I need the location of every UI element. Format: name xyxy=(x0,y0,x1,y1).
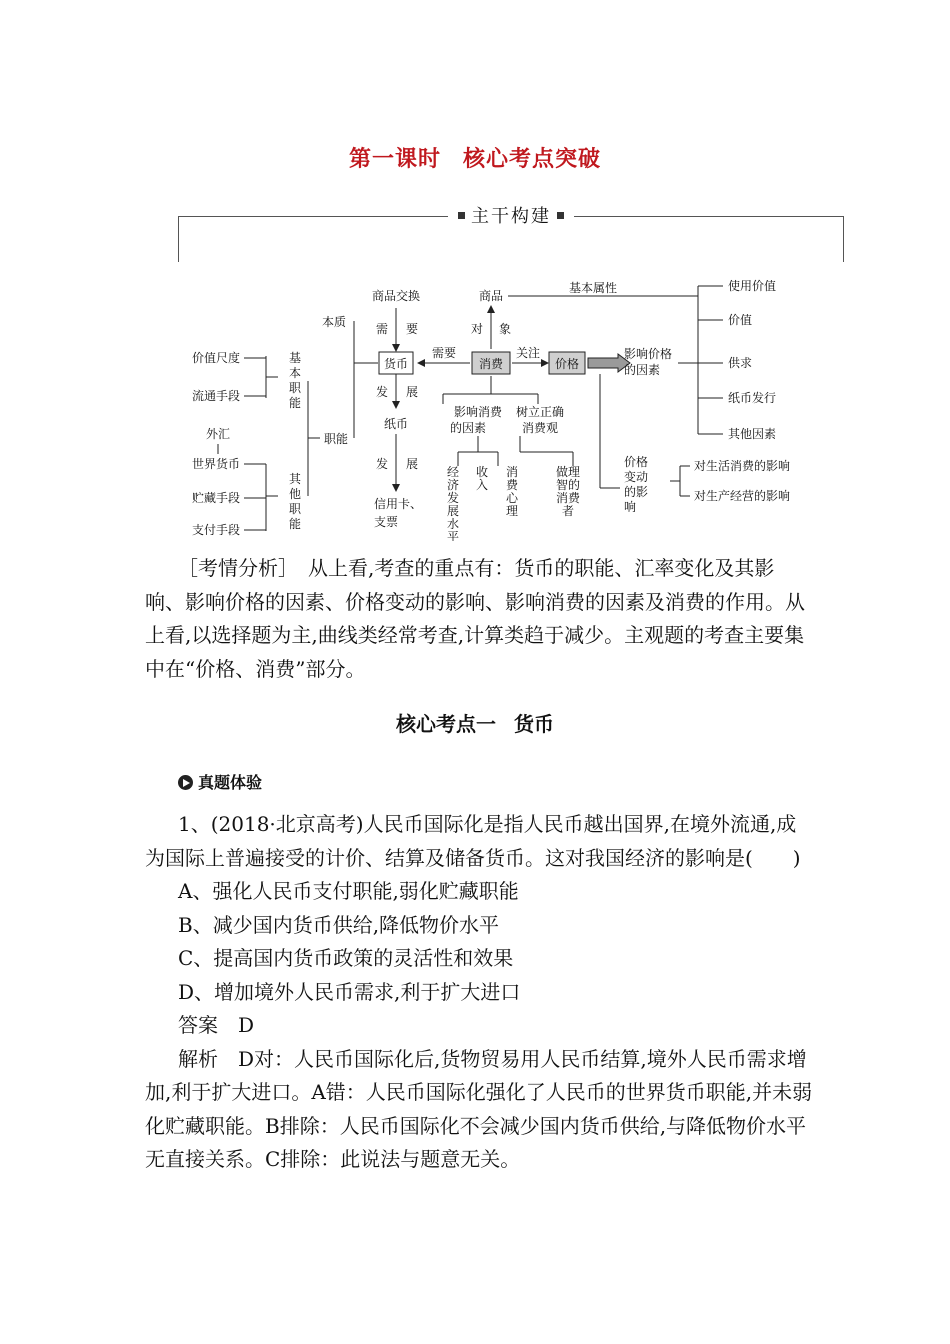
label-jibenshuxing: 基本属性 xyxy=(568,281,618,295)
diagram-label: 消 xyxy=(505,465,519,479)
label-xuyao: 需要 xyxy=(431,346,457,360)
diagram-label: 变动 xyxy=(623,470,649,484)
label-xiang: 象 xyxy=(499,322,512,336)
label-zhineng: 职能 xyxy=(323,432,349,446)
diagram-label: 基 xyxy=(288,351,302,365)
diagram-label: 收 xyxy=(475,465,489,479)
diagram-label: 费 xyxy=(505,478,519,492)
node-zhifushouduan: 支付手段 xyxy=(191,523,241,537)
subheading xyxy=(178,770,262,793)
structure-frame xyxy=(178,206,844,262)
option-a: A、强化人民币支付职能,弱化贮藏职能 xyxy=(178,879,519,903)
diagram-label: 发 xyxy=(446,491,460,505)
label-guanzhu: 关注 xyxy=(515,346,541,360)
label-fa: 发 xyxy=(375,385,388,399)
diagram-label: 理 xyxy=(505,504,519,518)
diagram-label: 者 xyxy=(561,504,575,518)
diagram-label: 价格 xyxy=(623,455,649,469)
diagram-label: 能 xyxy=(288,517,302,531)
frame-label: 主干构建 xyxy=(448,202,574,228)
diagram-label: 的因素 xyxy=(449,421,487,435)
node-jiage: 价格 xyxy=(554,357,580,371)
diagram-label: 平 xyxy=(446,530,460,541)
node-zhibifaxing: 纸币发行 xyxy=(728,391,777,405)
option-d: D、增加境外人民币需求,利于扩大进口 xyxy=(178,979,521,1004)
node-xiaofei: 消费 xyxy=(478,357,504,371)
node-shangpinjiaohuan: 商品交换 xyxy=(371,289,421,303)
label-benzhi: 本质 xyxy=(321,315,347,329)
question-block xyxy=(145,808,813,1177)
diagram-label: 经 xyxy=(446,465,460,479)
node-qitayinsu: 其他因素 xyxy=(728,427,777,441)
question-stem: 1、(2018·北京高考)人民币国际化是指人民币越出国界,在境外流通,成为国际上普遍接受的计价、结算及储备货币。这对我国经济的影响是( ) xyxy=(145,812,801,870)
node-shijiehuobi: 世界货币 xyxy=(191,457,241,471)
diagram-label: 树立正确 xyxy=(515,405,565,419)
node-zhipiao: 支票 xyxy=(374,515,399,529)
diagram-label: 消费 xyxy=(555,491,581,505)
concept-diagram xyxy=(178,276,818,541)
option-c: C、提高国内货币政策的灵活性和效果 xyxy=(178,946,514,970)
label-fa2: 发 xyxy=(375,457,388,471)
diagram-label: 济 xyxy=(446,478,460,492)
node-waihui: 外汇 xyxy=(205,427,231,441)
diagram-label: 能 xyxy=(288,396,302,410)
option-b: B、减少国内货币供给,降低物价水平 xyxy=(178,912,500,937)
label-zhan: 展 xyxy=(406,385,419,399)
node-shiyongjiazhi: 使用价值 xyxy=(728,279,777,293)
analysis-paragraph xyxy=(145,552,813,686)
node-jiazhi: 价值 xyxy=(728,313,753,327)
diagram-label: 做理 xyxy=(555,465,581,479)
diagram-label: 影响价格 xyxy=(623,347,673,361)
node-duishengchan: 对生产经营的影响 xyxy=(694,489,791,503)
diagram-label: 水 xyxy=(446,517,460,531)
diagram-label: 心 xyxy=(505,491,519,505)
node-duishenghuo: 对生活消费的影响 xyxy=(694,459,791,473)
label-xu: 需 xyxy=(375,322,388,336)
diagram-label: 职 xyxy=(288,381,302,395)
page-title xyxy=(0,142,950,173)
analysis-text: ［考情分析］ 从上看,考查的重点有：货币的职能、汇率变化及其影响、影响价格的因素、价格变动的影响、影响消费的因素及消费的作用。从上看,以选择题为主,曲线类经常考查,计算类趋于减少。主观题的考查主要集中在“价格、消费”部分。 xyxy=(145,556,805,681)
diagram-label: 职 xyxy=(288,502,302,516)
title-part1: 第一课时 xyxy=(348,146,441,172)
diagram-label: 响 xyxy=(623,500,637,514)
subheading-text: 真题体验 xyxy=(198,773,263,792)
node-xinyongka: 信用卡、 xyxy=(374,497,423,511)
label-yao: 要 xyxy=(406,322,419,336)
diagram-label: 其 xyxy=(288,472,302,486)
explanation: 解析 D对：人民币国际化后,货物贸易用人民币结算,境外人民币需求增加,利于扩大进口。A错：人民币国际化强化了人民币的世界货币职能,并未弱化贮藏职能。B排除：人民币国际化不会减少国内货币供给,与降低物价水平无直接关系。C排除：此说法与题意无关。 xyxy=(145,1046,813,1171)
diagram-label: 的因素 xyxy=(623,363,661,377)
diagram-label: 入 xyxy=(475,478,489,492)
diagram-label: 本 xyxy=(288,366,302,380)
node-zhibi: 纸币 xyxy=(383,417,409,431)
node-zhucangshouduan: 贮藏手段 xyxy=(191,491,241,505)
section-heading: 核心考点一 货币 xyxy=(396,712,554,736)
diagram-label: 展 xyxy=(446,504,460,518)
label-zhan2: 展 xyxy=(406,457,419,471)
diagram-label: 消费观 xyxy=(521,421,559,435)
diagram-label: 的影 xyxy=(623,485,649,499)
node-jiazhichidu: 价值尺度 xyxy=(191,351,241,365)
play-icon xyxy=(178,775,193,790)
node-liutongshouduan: 流通手段 xyxy=(191,389,241,403)
node-gongqiu: 供求 xyxy=(728,356,753,370)
title-part2: 核心考点突破 xyxy=(463,146,602,172)
label-dui: 对 xyxy=(470,322,483,336)
node-huobi: 货币 xyxy=(383,357,409,371)
diagram-label: 智的 xyxy=(555,478,581,492)
node-shangpin: 商品 xyxy=(478,289,504,303)
answer: 答案 D xyxy=(178,1013,255,1037)
diagram-label: 他 xyxy=(288,487,302,501)
diagram-label: 影响消费 xyxy=(453,405,503,419)
